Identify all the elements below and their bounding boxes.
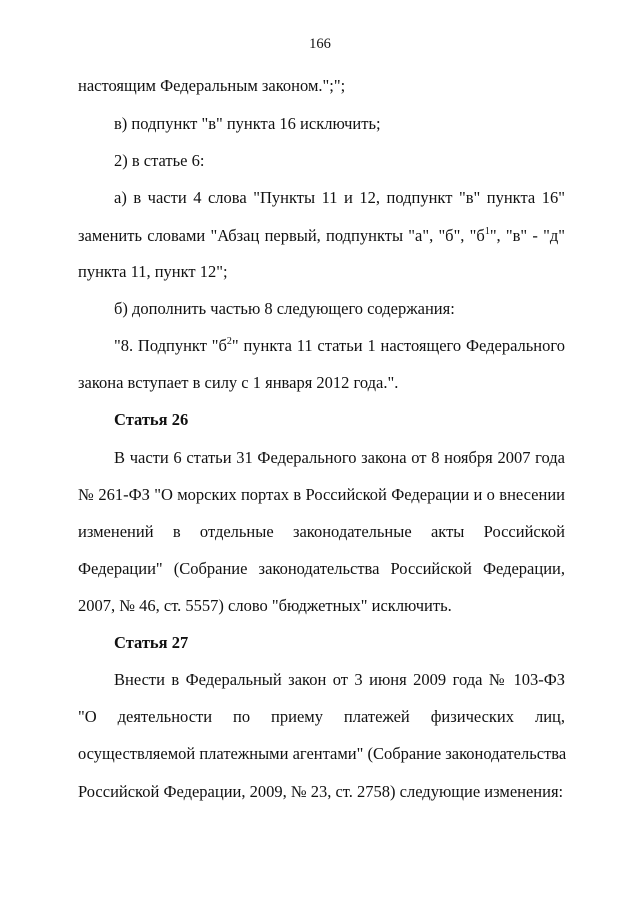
text-line: Внести в Федеральный закон от 3 июня 2009 года № 103-ФЗ: [114, 670, 565, 689]
text-line: Федерации" (Собрание законодательства Российской Федерации,: [78, 559, 565, 578]
text-span: " пункта 11 статьи 1 настоящего Федерального: [231, 336, 565, 355]
text-line: 2) в статье 6:: [114, 151, 205, 170]
text-line: изменений в отдельные законодательные акты Российской: [78, 522, 565, 541]
text-line: В части 6 статьи 31 Федерального закона от 8 ноября 2007 года: [114, 448, 565, 467]
text-line: настоящим Федеральным законом.";";: [78, 76, 346, 95]
text-line: закона вступает в силу с 1 января 2012 года.".: [78, 373, 399, 392]
superscript: 1: [484, 226, 490, 237]
text-line: Российской Федерации, 2009, № 23, ст. 2758) следующие изменения:: [78, 782, 564, 801]
text-span: "8. Подпункт "б: [114, 336, 227, 355]
text-line: осуществляемой платежными агентами" (Собрание законодательства: [78, 744, 567, 763]
text-span: ", "в" - "д": [489, 226, 566, 245]
text-line: "О деятельности по приему платежей физических лиц,: [78, 707, 565, 726]
text-line: а) в части 4 слова "Пункты 11 и 12, подпункт "в" пункта 16": [114, 188, 565, 207]
text-line: [78, 218, 565, 254]
superscript: 2: [226, 336, 232, 347]
text-span: заменить словами "Абзац первый, подпункты "а", "б", "б: [78, 226, 485, 245]
article-heading: Статья 26: [114, 410, 189, 429]
article-heading: Статья 27: [114, 633, 189, 652]
text-line: [114, 328, 565, 364]
page-number: 166: [309, 36, 331, 52]
text-line: 2007, № 46, ст. 5557) слово "бюджетных" исключить.: [78, 596, 452, 615]
text-line: б) дополнить частью 8 следующего содержания:: [114, 299, 455, 318]
text-line: в) подпункт "в" пункта 16 исключить;: [114, 114, 381, 133]
text-line: № 261-ФЗ "О морских портах в Российской Федерации и о внесении: [78, 485, 565, 504]
text-line: пункта 11, пункт 12";: [78, 262, 228, 281]
